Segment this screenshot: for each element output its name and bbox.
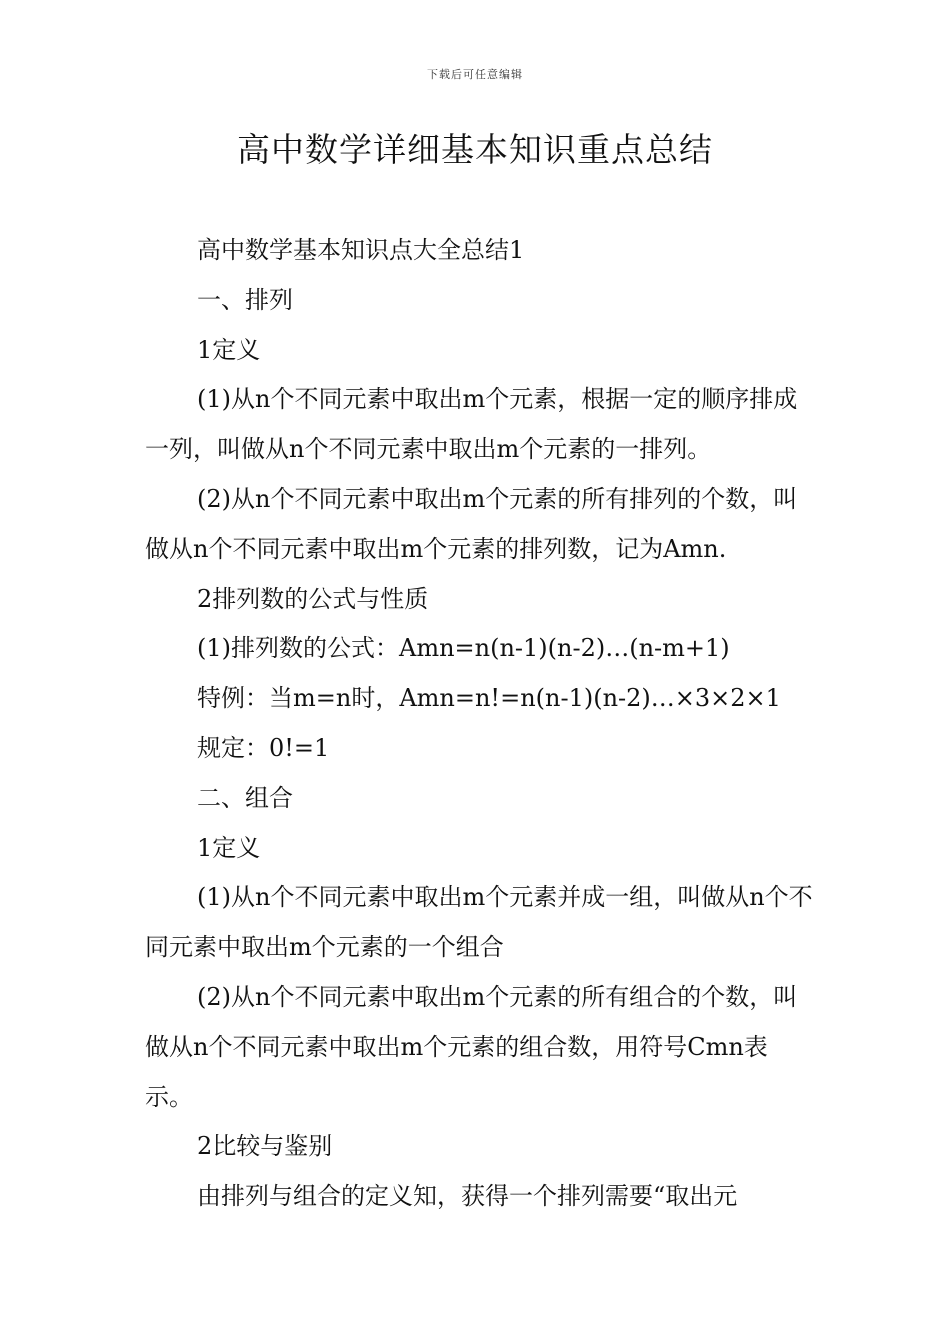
paragraph-subheading-definition-2: 1定义 (197, 833, 261, 862)
paragraph-combination-def-2: (2)从n个不同元素中取出m个元素的所有组合的个数，叫做从n个不同元素中取出m个元素的组合数，用符号Cmn表示。 (145, 982, 798, 1111)
paragraph-permutation-def-2: (2)从n个不同元素中取出m个元素的所有排列的个数，叫做从n个不同元素中取出m个元素的排列数，记为Amn. (145, 484, 798, 563)
paragraph-special-case: 特例：当m=n时，Amn=n!=n(n-1)(n-2)…×3×2×1 (197, 684, 781, 713)
paragraph-rule: 规定：0!=1 (197, 733, 330, 762)
paragraph-subheading-formula: 2排列数的公式与性质 (197, 584, 429, 613)
paragraph-formula: (1)排列数的公式：Amn=n(n-1)(n-2)…(n-m+1) (197, 634, 730, 663)
paragraph-subheading-definition: 1定义 (197, 335, 261, 364)
document-body (145, 226, 815, 1222)
document-title: 高中数学详细基本知识重点总结 (237, 130, 713, 169)
paragraph-subheading-compare: 2比较与鉴别 (197, 1132, 333, 1161)
header-note: 下载后可任意编辑 (427, 68, 523, 81)
paragraph-combination-def-1: (1)从n个不同元素中取出m个元素并成一组，叫做从n个不同元素中取出m个元素的一个组合 (145, 883, 813, 962)
paragraph-compare-text: 由排列与组合的定义知，获得一个排列需要“取出元 (197, 1182, 738, 1211)
paragraph-section-title: 高中数学基本知识点大全总结1 (197, 236, 525, 264)
paragraph-heading-combination: 二、组合 (197, 783, 293, 812)
paragraph-heading-permutation: 一、排列 (197, 285, 293, 314)
paragraph-permutation-def-1: (1)从n个不同元素中取出m个元素，根据一定的顺序排成一列，叫做从n个不同元素中取出m个元素的一排列。 (145, 385, 798, 464)
